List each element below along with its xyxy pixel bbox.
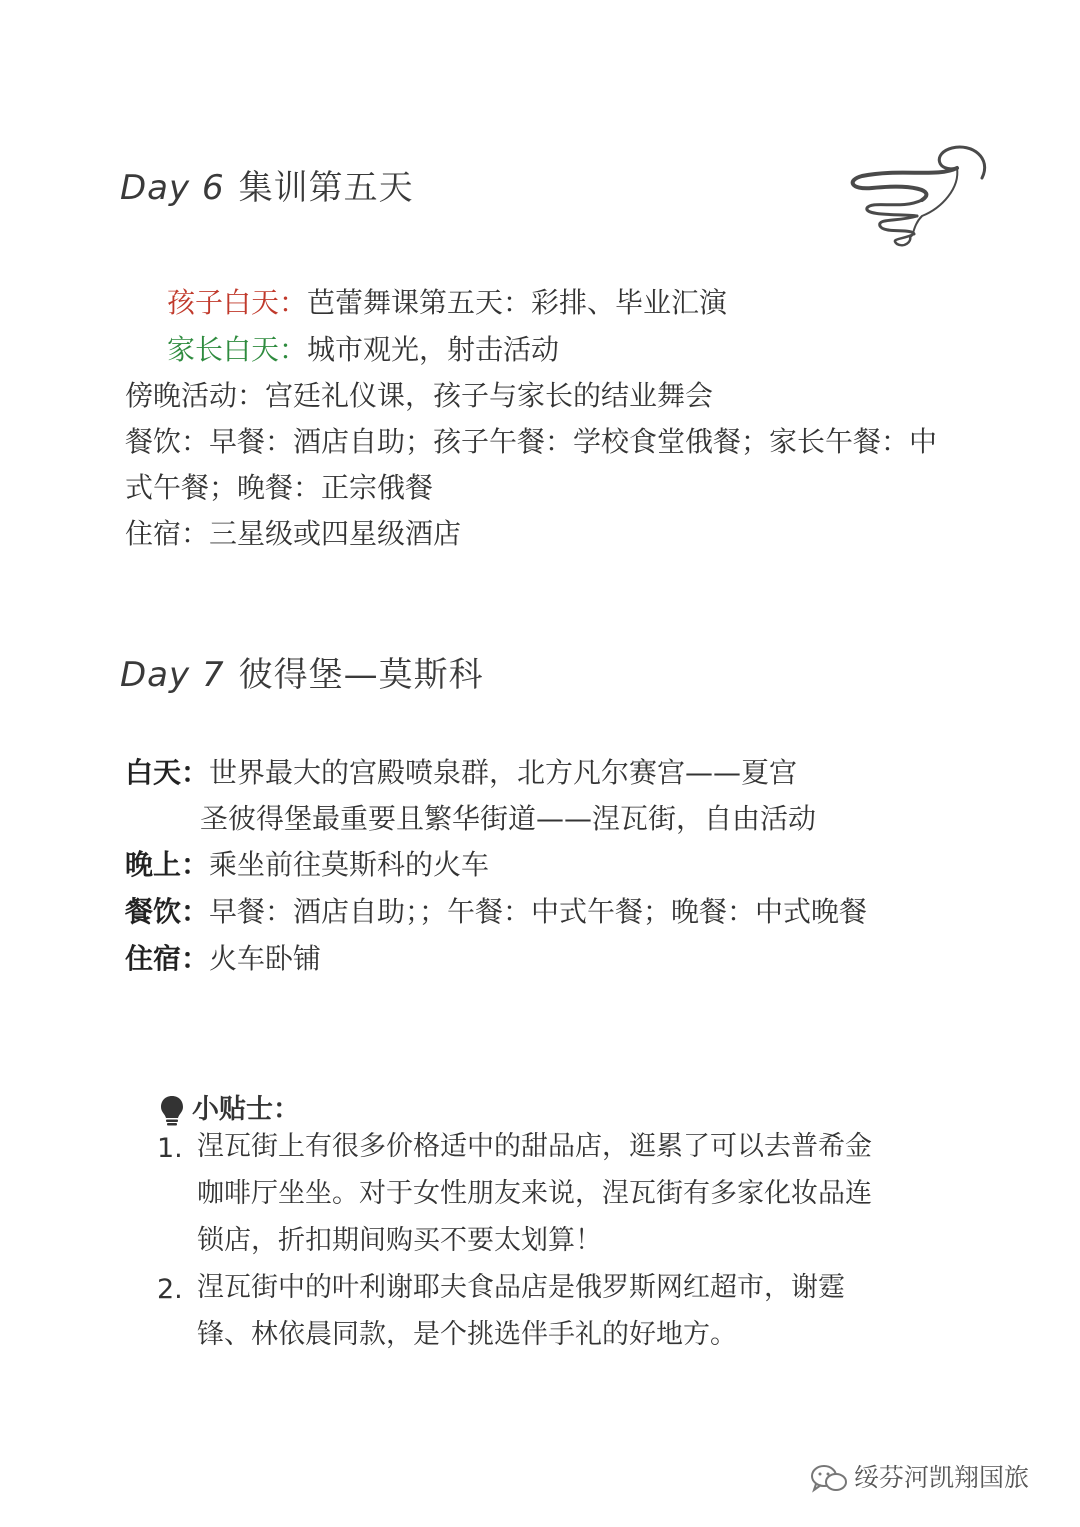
- day7-evening-label: 晚上：: [125, 848, 210, 881]
- day6-children-label: 孩子白天：: [167, 286, 308, 319]
- day7-lodging-text: 火车卧铺: [209, 942, 322, 975]
- day7-lodging-label: 住宿：: [125, 942, 210, 975]
- day6-meals-label: 餐饮：: [125, 425, 210, 458]
- tip-2-number: 2.: [157, 1274, 183, 1305]
- day7-meals-text: 早餐：酒店自助；；午餐：中式午餐；晚餐：中式晚餐: [209, 895, 868, 928]
- day6-lodging-text: 三星级或四星级酒店: [209, 517, 462, 550]
- watermark: [810, 1458, 1029, 1494]
- day7-daytime-text: 世界最大的宫殿喷泉群，北方凡尔赛宫——夏宫: [209, 756, 798, 789]
- tip-1-line-1: 涅瓦街上有很多价格适中的甜品店，逛累了可以去普希金: [197, 1131, 872, 1162]
- day6-item-lodging: [125, 517, 461, 551]
- day6-children-text: 芭蕾舞课第五天：彩排、毕业汇演: [307, 286, 728, 319]
- day6-item-parents: [167, 333, 559, 367]
- day7-daytime-cont: 圣彼得堡最重要且繁华街道——涅瓦街，自由活动: [200, 802, 817, 835]
- day7-heading: [120, 647, 484, 696]
- day6-meals-text: 早餐：酒店自助；孩子午餐：学校食堂俄餐；家长午餐：中: [209, 425, 938, 458]
- tip-2-line-2: 锋、林依晨同款，是个挑选伴手礼的好地方。: [197, 1319, 737, 1350]
- day6-day-label: Day 6: [120, 168, 225, 208]
- flourish-ornament-icon: [842, 138, 992, 250]
- day7-item-evening: [125, 848, 489, 882]
- tips-heading: [160, 1087, 300, 1127]
- day7-evening-text: 乘坐前往莫斯科的火车: [209, 848, 490, 881]
- day7-daytime-label: 白天：: [125, 756, 210, 789]
- day7-meals-label: 餐饮：: [125, 895, 210, 928]
- tips-title: 小贴士：: [192, 1094, 300, 1125]
- day6-parents-text: 城市观光，射击活动: [307, 333, 560, 366]
- day7-item-lodging: [125, 942, 321, 976]
- day7-title: 彼得堡—莫斯科: [238, 655, 484, 695]
- lightbulb-icon: [160, 1095, 184, 1127]
- day6-lodging-label: 住宿：: [125, 517, 210, 550]
- day6-title: 集训第五天: [238, 168, 414, 208]
- tip-1-number: 1.: [157, 1133, 183, 1164]
- tip-1-line-2: 咖啡厅坐坐。对于女性朋友来说，涅瓦街有多家化妆品连: [197, 1178, 872, 1209]
- day7-item-daytime: [125, 756, 797, 790]
- day6-evening-text: 宫廷礼仪课，孩子与家长的结业舞会: [265, 379, 714, 412]
- day6-heading: [120, 160, 414, 209]
- day7-item-meals: [125, 895, 867, 929]
- day6-item-children: [167, 286, 727, 320]
- day6-meals-cont: 式午餐；晚餐：正宗俄餐: [125, 471, 434, 504]
- day6-parents-label: 家长白天：: [167, 333, 308, 366]
- day6-item-meals: [125, 425, 937, 459]
- day6-item-evening: [125, 379, 713, 413]
- tip-2-line-1: 涅瓦街中的叶利谢耶夫食品店是俄罗斯网红超市，谢霆: [197, 1272, 845, 1303]
- watermark-text: 绥芬河凯翔国旅: [854, 1463, 1030, 1492]
- tip-1-line-3: 锁店，折扣期间购买不要太划算！: [197, 1225, 602, 1256]
- day6-evening-label: 傍晚活动：: [125, 379, 266, 412]
- wechat-icon: [810, 1464, 848, 1494]
- day7-day-label: Day 7: [120, 655, 225, 695]
